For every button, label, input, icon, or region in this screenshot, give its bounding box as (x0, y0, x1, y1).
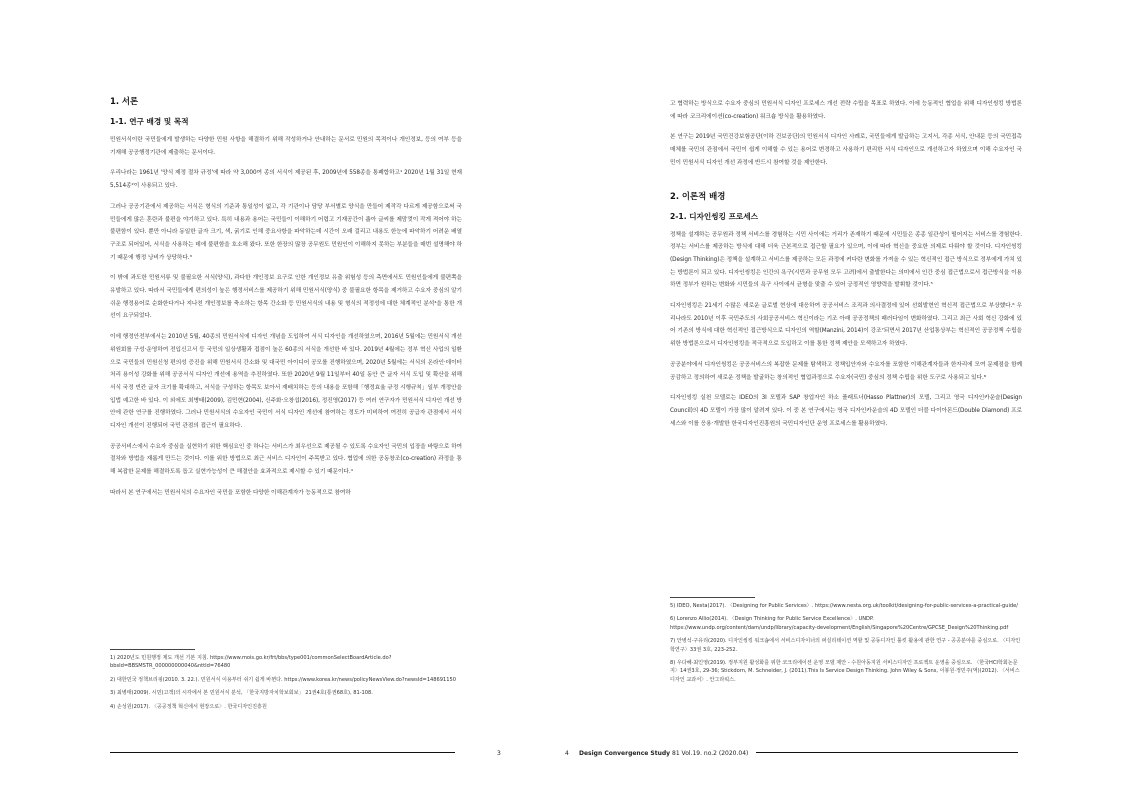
footnote: 2) 대한민국 정책브리핑(2010. 3. 22.). 민원서식 이용부터 쉬기 쉽게 바뀐다. https://www.korea.kr/news/policyNewsView.do?newsId=148691150 (110, 676, 456, 683)
footnote-divider (670, 597, 755, 598)
footnote: 6) Lorenzo Allio(2014). 〈Design Thinking for Public Service Excellence〉. UNDP. https://www.undp.org/content/dam/undp/library/capacity-development/English/Singapore%20Centre/GPCSE_Design%20Thinking.pdf (670, 616, 1009, 631)
footnote: 1) 2020년도 민원행정 제도 개선 기본 지침. https://www.mois.go.kr/frt/bbs/type001/commonSelectBoardArticle.do?bbsId=BBSMSTR_000000000040&nttId=76480 (110, 655, 392, 670)
paragraph: 고 협력하는 방식으로 수요자 중심의 민원서식 디자인 프로세스 개선 전략 수립을 목표로 하였다. 이에 능동적인 협업을 위해 디자인씽킹 방법론에 따라 코크리에이션(co-creation) 워크숍 방식을 활용하였다. (670, 101, 1022, 120)
footnote-divider (110, 649, 195, 650)
left-column (110, 95, 462, 508)
subsection-heading: 2-1. 디자인씽킹 프로세스 (670, 211, 758, 221)
journal-info: 81 Vol.19. no.2 (2020.04) (672, 750, 749, 757)
paragraph: 우리나라는 1961년 '양식 제정 절차 규정'에 따라 약 3,000여 종의 서식이 제공된 후, 2009년에 558종을 통폐합하고¹ 2020년 1월 31일 현재 5,514종²이 사용되고 있다. (110, 170, 462, 190)
footnotes (670, 602, 1022, 689)
footer-rule (756, 752, 1018, 753)
footnotes (110, 654, 462, 716)
page-number: 3 (497, 750, 501, 757)
footnote: 5) IDEO, Nesta(2017). 〈Designing for Public Services〉. https://www.nesta.org.uk/toolkit/designing-for-public-services-a-practical-guide/ (670, 603, 1018, 609)
page-number: 4 (565, 750, 569, 757)
paragraph: 이 밖에 과도한 민원서류 및 불필요한 서식(양식), 과다한 개인정보 요구로 인한 개인정보 유출 위험성 등의 측면에서도 민원인들에게 불편쪽을 유발하고 있다. 따라서 국민들에게 편의성이 높은 행정서비스를 제공하기 위해 민원서식(양식) 중 불필요한 항목을 제거하고 수요자 중심의 알기 쉬운 행정용어로 순화한다거나 지나친 개인정보를 축소하는 항목 간소화 등 민원서식의 내용 및 형식의 적정성에 대한 체계적인 분석⁴을 통한 개선이 요구되었다. (110, 275, 462, 320)
footer-rule (110, 752, 455, 753)
journal-name: Design Convergence Study (579, 750, 671, 757)
paragraph: 공공서비스에서 수요자 중심을 실현하기 위한 핵심요인 중 하나는 서비스가 최우선으로 제공될 수 있도록 수요자인 국민의 입장을 바탕으로 하여 절차와 방법을 재롭게 만드는 것이다. 이를 위한 방법으로 최근 서비스 디자인이 주목받고 있다. 협업에 의한 공동창조(co-creation) 과정을 통해 복잡한 문제를 해결하도록 돕고 실현가능성이 큰 해결안을 효과적으로 제시할 수 있기 때문이다.⁴ (110, 443, 462, 476)
paragraph: 따라서 본 연구에서는 민원서식의 수요자인 국민을 포함한 다양한 이해관계자가 능동적으로 참여하 (110, 489, 351, 496)
paragraph: 디자인씽킹은 21세기 수많은 새로운 글로벌 현상에 대응하여 공공서비스 조직과 의사결정에 있어 선회발현인 혁신적 접근법으로 부상했다.⁶ 우리나라도 2010년 이후 국민주도의 사회공공서비스 혁신이라는 기조 아래 공공정책의 패러다임이 변화하였다. 그리고 최근 사회 혁신 강화에 있어 기존의 방식에 대한 혁신적인 접근방식으로 디자인의 역할(Manzini, 2014)이 강조⁷되면서 2017년 산업통상부는 혁신적인 공공정책 수립을 위한 방법론으로서 디자인씽킹을 적극적으로 도입하고 이를 통한 정책 제안을 모색하고자 하였다. (670, 303, 1022, 348)
footnote: 8) 우다혜·최인영(2019). 정부지원 활성화를 위한 코크리에이션 운영 모델 제안 - 수원아동지원 서비스디자인 프로젝트 운영을 중심으로. 〈한국HCI학회논문지〉14권3호, 29-36; Stickdorn, M. Schneider, J. (2011).This Is Service Design Thinking. John Wiley & Sons, 이봉원·정민주(역)(2012). 〈서비스디자인 교과서〉. 안그라픽스. (670, 660, 1020, 683)
section-heading: 2. 이론적 배경 (670, 190, 726, 201)
journal-footer (579, 750, 748, 757)
left-page (0, 0, 560, 793)
footnote: 3) 최병태(2009). 시민(고객)의 시각에서 본 민원서식 분석, 「한국지방자치학보회보」 21권4호(통권68호), 81-108. (110, 690, 373, 697)
paragraph: 이에 행정안전부에서는 2010년 5월, 40종의 민원서식에 디자인 개념을 도입하여 서식 디자인을 개선하였으며, 2016년 5월에는 민원서식 개선 위원회를 구성·운영하여 전입신고서 등 국민의 일상생활과 접점이 높은 60종의 서식을 개선한 바 있다. 2019년 4월에는 정부 혁신 사업의 일환으로 국민들의 민원신청 편의성 증진을 위해 민원서식 간소화 및 대국민 아이디어 공모를 진행하였으며, 2020년 5월에는 서식의 온라인·데이터 처리 용이성 강화를 위해 공공서식 디자인 개선에 용역을 추진하였다. 또한 2020년 9월 11일부터 40일 동안 큰 글자 서식 도입 및 확산을 위해 서식 국정 빈칸 글자 크기를 확대하고, 서식을 구성하는 항목도 보아서 재배치하는 등의 내용을 포함해「행정효율 규정 시행규칙」일부 개정안을 입법 예고한 바 있다. 이 외에도 최병태(2009), 김민현(2004), 신주화·오창섭(2016), 정진영(2017) 등 여러 연구자가 민원서식 디자인 개선 방안에 관한 연구를 진행하였다. 그러나 민원서식의 수요자인 국민이 서식 디자인 개선에 참여하는 정도가 미비하여 여전히 공급자 관점에서 서식 디자인 개선이 진행되어 국민 관점의 접근이 필요하다. (110, 334, 462, 430)
paragraph: 정책을 설계하는 공무원과 정책 서비스를 경험하는 시민 사이에는 거리가 존재하기 때문에 시민들은 종종 일관성이 떨어지는 서비스를 경험한다. 정부는 서비스를 제공하는 방식에 대해 더욱 근본적으로 접근할 필요가 있으며, 이에 따라 혁신을 중요한 의제로 다뤄야 할 것이다. 디자인씽킹(Design Thinking)은 정책을 설계하고 서비스를 제공하는 모든 과정에 커다란 변화를 가져올 수 있는 혁신적인 접근 방식으로 정부에게 가치 있는 방법론이 되고 있다. 디자인씽킹은 인간의 욕구(시민과 공무원 모두 고려)에서 출발한다는 의미에서 인간 중심 접근법으로서 접근방식을 이용하면 정부가 원하는 변화와 시민들의 욕구 사이에서 균형을 맞출 수 있어 긍정적인 영향력을 발휘할 것이다.⁵ (670, 231, 1022, 289)
paragraph: 공공분야에서 디자인씽킹은 공공서비스의 복잡한 문제를 탐색하고 정책입안자와 수요자를 포함한 이해관계자들과 한자리에 모여 문제점을 함께 공감하고 정의하여 새로운 정책을 발굴하는 창의적인 협업과정으로 수요자(국민) 중심의 정책 수립을 위한 도구로 사용되고 있다.⁸ (670, 361, 1022, 381)
paragraph: 디자인씽킹 실천 모델로는 IDEO의 3I 모델과 SAP 창업자인 하소 플래트너(Hasso Plattner)의 모델, 그리고 영국 디자인카운슬(Design Council)의 4D 모델이 가장 많이 알려져 있다. 이 중 본 연구에서는 영국 디자인카운슬의 4D 모델인 더블 다이아몬드(Double Diamond) 프로세스와 이를 응용·개발한 한국디자인진흥원의 국민디자인단 운영 프로세스를 활용하였다. (670, 395, 1022, 427)
footnote: 7) 안병석·구유리(2020). 디자인씽킹 워크숍에서 서비스디자이너의 퍼실리테이션 역할 및 공동디자인 툴킷 활용에 관한 연구 - 공공분야를 중심으로. 〈디자인학연구〉33권 3호, 223-252. (670, 638, 1021, 653)
right-page (561, 0, 1121, 793)
section-heading: 1. 서론 (110, 96, 139, 106)
right-column (670, 98, 1022, 438)
paragraph: 민원서식이란 국민들에게 발생하는 다양한 민원 사항을 해결하기 위해 작성하거나 안내하는 문서로 민원의 목적이나 개인정보, 등의 여부 등을 기재해 공공행정기관에 제출하는 문서이다. (110, 137, 462, 156)
footnote: 4) 손성원(2017). 〈공공정책 혁신에서 현장으로〉. 한국디자인진흥원 (110, 703, 267, 710)
paragraph: 본 연구는 2019년 국민건강보험공단(이하 건보공단)의 민원서식 디자인 사례로, 국민들에게 발급하는 고지서, 각종 서식, 안내문 등의 국민접촉매체를 국민의 관점에서 국민이 쉽게 이해할 수 있는 용어로 변경하고 사용하기 편리한 서식 디자인으로 개선하고자 하였으며 이해 수요자인 국민이 민원서식 디자인 개선 과정에 반드시 참여할 것을 제안한다. (670, 134, 1022, 166)
paragraph: 그러나 공공기관에서 제공하는 서식은 형식의 기준과 통일성이 없고, 각 기관이나 담당 부서별로 양식을 만들어 제작각 다르게 제공함으로써 국민들에게 많은 혼란과 불편을 야기하고 있다. 특히 내용과 용어는 국민들이 이해하기 어렵고 기재공간이 좁아 글씨를 제맘껏이 작게 적어야 하는 불편함이 있다. 뿐만 아니라 동일한 글자 크기, 색, 굵기로 인해 중요사항을 파악하는데 시간이 오래 걸리고 내용도 한눈에 파악하기 어려운 배열 구조로 되어있어, 서식을 사용하는 데에 불편함을 호소해 왔다. 또한 한장의 많장 공무원도 민원인이 이해하지 못하는 부분들을 매번 설명해야 하기 때문에 행정 낭비가 상당하다.³ (110, 203, 462, 261)
subsection-heading: 1-1. 연구 배경 및 목적 (110, 117, 189, 126)
